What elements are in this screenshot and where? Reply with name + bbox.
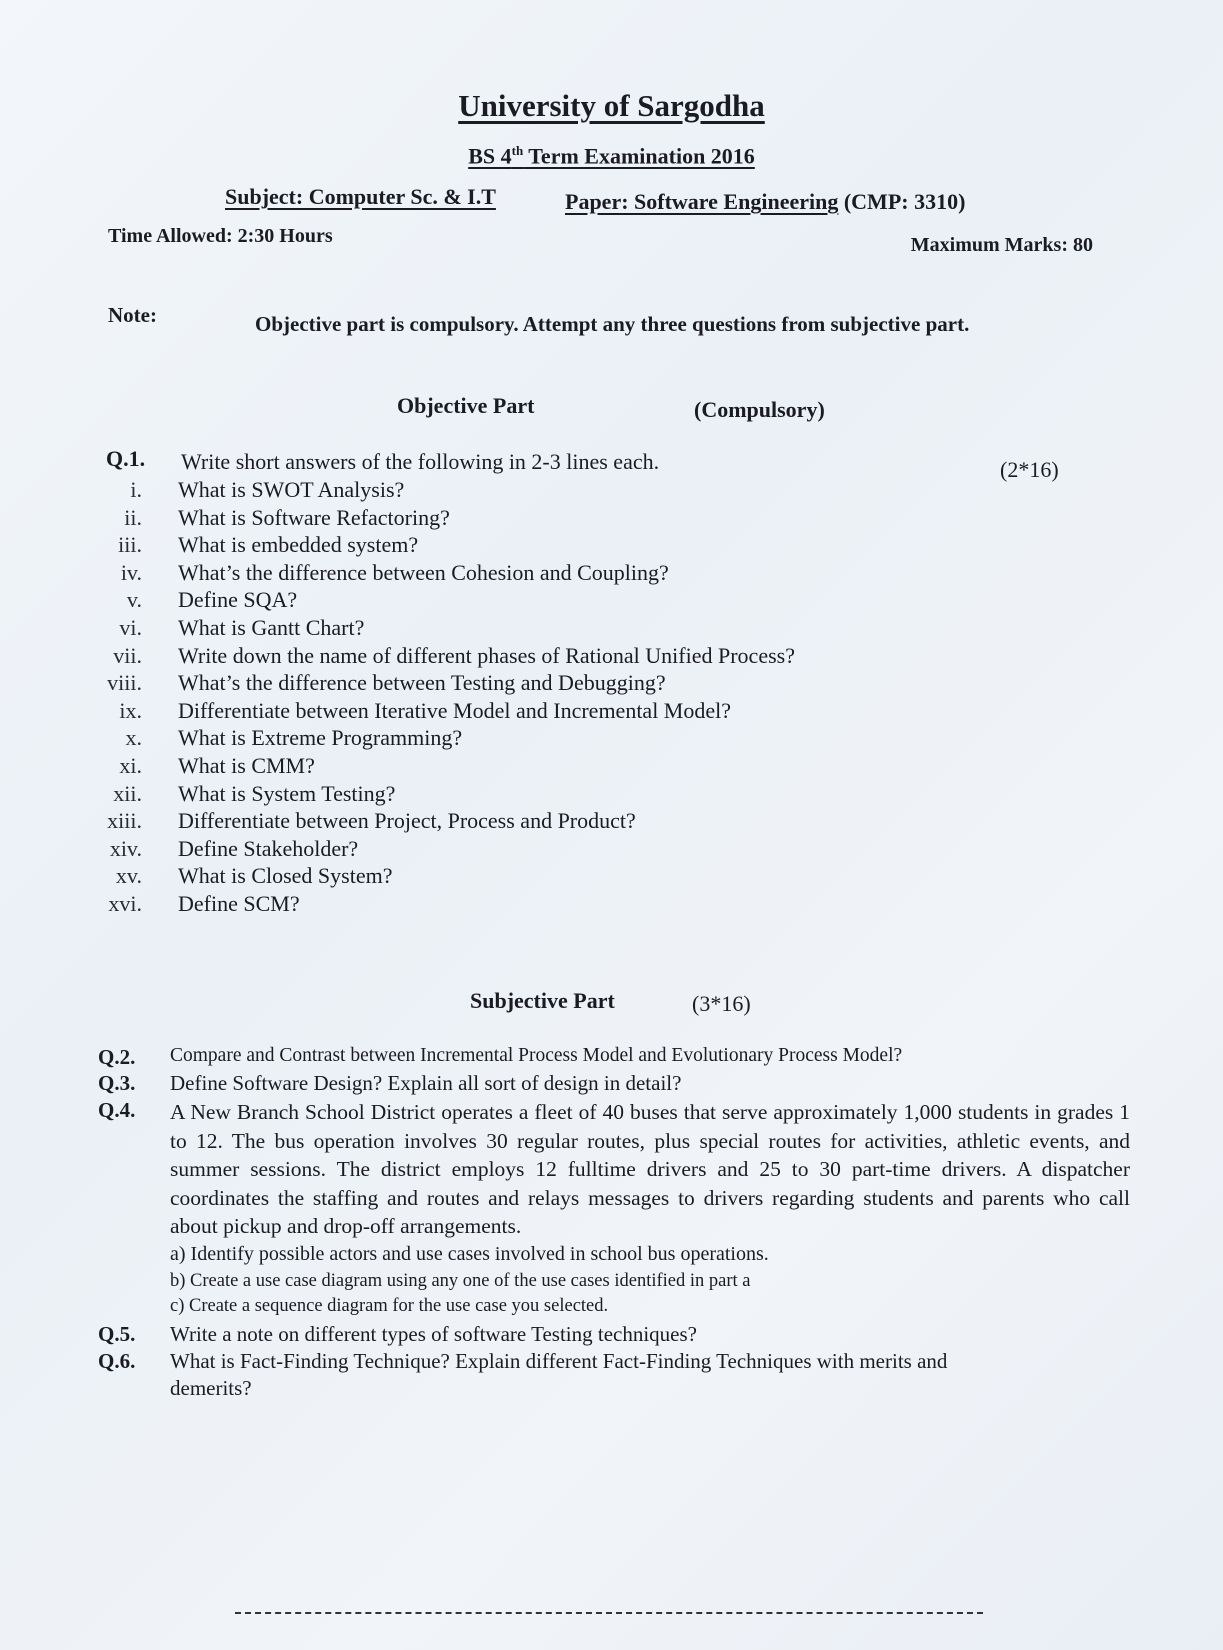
item-number: i. <box>130 477 142 502</box>
item-number: viii. <box>107 670 142 696</box>
item-number: v. <box>126 587 142 613</box>
maximum-marks: Maximum Marks: 80 <box>910 234 1093 256</box>
item-text: What is Closed System? <box>178 863 393 889</box>
q5-text: Write a note on different types of software Testing techniques? <box>170 1322 697 1346</box>
list-item <box>90 835 990 863</box>
list-item <box>90 862 990 890</box>
university-title: University of Sargodha <box>458 88 765 123</box>
item-number: vi. <box>119 614 142 640</box>
item-text: What is embedded system? <box>178 532 419 558</box>
q3-number: Q.3. <box>98 1071 136 1095</box>
subject-text: Subject: Computer Sc. & I.T <box>225 184 496 209</box>
list-item <box>90 614 990 642</box>
q5-number: Q.5. <box>98 1322 136 1346</box>
item-text: What is Extreme Programming? <box>178 725 463 751</box>
q2-number: Q.2. <box>98 1045 136 1069</box>
objective-items-list <box>90 476 990 918</box>
list-item <box>90 504 990 532</box>
item-number: xiv. <box>109 835 142 861</box>
item-text: What is SWOT Analysis? <box>178 477 405 502</box>
paper-line <box>565 189 965 215</box>
item-number: ix. <box>119 697 142 723</box>
q4-part-c: c) Create a sequence diagram for the use case you selected. <box>170 1296 609 1316</box>
item-number: xvi. <box>108 890 142 916</box>
item-text: Differentiate between Iterative Model and Incremental Model? <box>178 697 732 723</box>
item-number: xi. <box>119 752 142 778</box>
q4-part-a: a) Identify possible actors and use cases involved in school bus operations. <box>170 1243 769 1265</box>
bottom-dashed-divider <box>235 1612 983 1614</box>
list-item <box>90 642 990 670</box>
subject-line <box>225 184 496 210</box>
list-item <box>90 669 990 697</box>
item-text: What is System Testing? <box>178 780 396 806</box>
time-allowed: Time Allowed: 2:30 Hours <box>108 225 333 247</box>
item-text: Define SCM? <box>178 890 300 916</box>
paper-code: (CMP: 3310) <box>838 189 966 214</box>
subjective-heading: Subjective Part <box>470 988 615 1013</box>
item-text: Define Stakeholder? <box>178 835 359 861</box>
item-number: x. <box>125 725 142 751</box>
list-item <box>90 890 990 918</box>
item-text: What is CMM? <box>178 752 315 778</box>
item-text: What’s the difference between Cohesion and Coupling? <box>178 559 669 585</box>
item-number: ii. <box>124 504 142 530</box>
q6-number: Q.6. <box>98 1349 136 1373</box>
list-item <box>90 476 990 504</box>
item-number: iii. <box>118 532 142 558</box>
q6-text: What is Fact-Finding Technique? Explain different Fact-Finding Techniques with merits and <box>170 1349 948 1373</box>
q2-text: Compare and Contrast between Incremental Process Model and Evolutionary Process Model? <box>170 1045 903 1066</box>
item-text: What is Gantt Chart? <box>178 614 365 640</box>
q1-marks: (2*16) <box>1000 457 1059 482</box>
item-text: What is Software Refactoring? <box>178 504 450 530</box>
list-item <box>90 752 990 780</box>
q4-rest: students in grades 1 to 12. The bus operation involves 30 regular routes, plus special routes for activities, athletic events, and summer sessions. The district employs 12 fulltime drivers and 25 to 30 part-time drivers. A dispatcher coordinates the staffing and routes and relays messages to drivers regarding students and parents who call about pickup and drop-off arrangements. <box>170 1100 1130 1238</box>
item-number: xv. <box>115 863 142 889</box>
list-item <box>90 807 990 835</box>
q4-paragraph <box>170 1098 1130 1241</box>
objective-compulsory: (Compulsory) <box>694 397 825 422</box>
item-number: xiii. <box>107 808 142 834</box>
item-text: Differentiate between Project, Process and Product? <box>178 808 636 834</box>
note-text: Objective part is compulsory. Attempt any three questions from subjective part. <box>255 312 970 336</box>
exam-suffix: Term Examination 2016 <box>523 143 755 169</box>
item-text: Write down the name of different phases of Rational Unified Process? <box>178 642 795 668</box>
paper-label: Paper: Software Engineering <box>565 189 839 214</box>
q4-number: Q.4. <box>98 1098 136 1122</box>
list-item <box>90 586 990 614</box>
exam-title <box>0 143 1223 169</box>
objective-heading: Objective Part <box>397 393 535 418</box>
list-item <box>90 559 990 587</box>
exam-superscript: th <box>511 143 524 158</box>
list-item <box>90 724 990 752</box>
item-text: Define SQA? <box>178 587 298 613</box>
list-item <box>90 531 990 559</box>
list-item <box>90 697 990 725</box>
q1-number: Q.1. <box>106 446 146 471</box>
q4-part-b: b) Create a use case diagram using any one of the use cases identified in part a <box>170 1271 751 1291</box>
item-number: xii. <box>113 780 142 806</box>
subjective-marks: (3*16) <box>692 991 751 1016</box>
item-number: vii. <box>113 642 142 668</box>
item-text: What’s the difference between Testing and Debugging? <box>178 670 666 696</box>
list-item <box>90 780 990 808</box>
exam-prefix: BS 4 <box>468 143 512 169</box>
q1-text: Write short answers of the following in 2-3 lines each. <box>181 449 660 474</box>
q3-text: Define Software Design? Explain all sort of design in detail? <box>170 1071 682 1095</box>
note-label: Note: <box>108 303 157 327</box>
item-number: iv. <box>120 559 142 585</box>
q6-continuation: demerits? <box>170 1376 252 1400</box>
q4-line1: A New Branch School District operates a fleet of 40 buses that serve approximately 1,000 <box>170 1100 952 1124</box>
